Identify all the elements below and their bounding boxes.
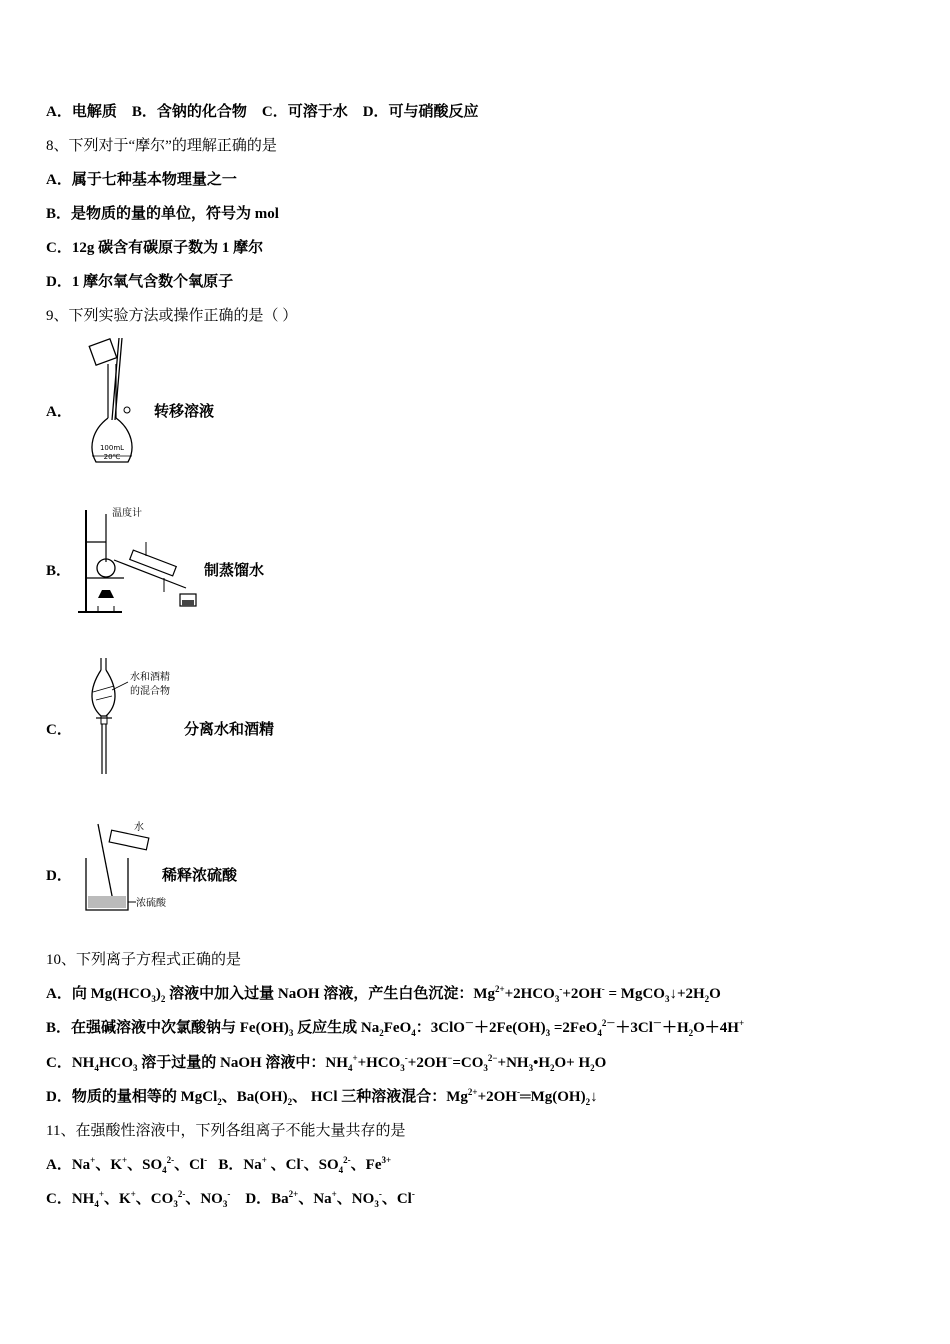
q8-option-c: C．12g 碳含有碳原子数为 1 摩尔 bbox=[46, 240, 264, 256]
distillation-figure bbox=[76, 502, 206, 620]
volumetric-flask-figure bbox=[82, 338, 142, 474]
q9-a-label: 转移溶液 bbox=[154, 404, 215, 420]
q9-a-letter: A． bbox=[46, 404, 72, 420]
q10-option-c: C．$NH_4HCO_3$ 溶于过量的 NaOH 溶液中：$NH_4^++HCO_3^-+2OH^-=CO_3^{2-}+NH_3•H_2O+ H_2O$ bbox=[46, 1053, 607, 1073]
q9-c-label: 分离水和酒精 bbox=[184, 722, 275, 738]
q9-stem: 9、下列实验方法或操作正确的是（ ） bbox=[46, 308, 298, 324]
q9-c-letter: C． bbox=[46, 722, 72, 738]
q10-option-b: B．在强碱溶液中次氯酸钠与 $Fe(OH)_3$ 反应生成 $Na_2FeO_4$：$3ClO^-+2Fe(OH)_3 =2FeO_4^{2-}+3Cl^-+H_2O+4H^+$ bbox=[46, 1018, 745, 1038]
separatory-funnel-figure bbox=[84, 656, 184, 778]
q7-option-b: B．含钠的化合物 bbox=[131, 104, 247, 120]
q7-option-c: C．可溶于水 bbox=[261, 104, 348, 120]
q7-option-d: D．可与硝酸反应 bbox=[362, 104, 479, 120]
q8-stem: 8、下列对于“摩尔”的理解正确的是 bbox=[46, 138, 277, 154]
q10-stem: 10、下列离子方程式正确的是 bbox=[46, 952, 242, 968]
dilution-figure bbox=[82, 816, 172, 914]
water-label: 水 bbox=[134, 822, 144, 833]
q8-option-a: A．属于七种基本物理量之一 bbox=[46, 172, 237, 188]
q9-d-letter: D． bbox=[46, 868, 72, 884]
q7-options bbox=[46, 102, 479, 122]
flask-temp-text: 20℃ bbox=[103, 453, 121, 461]
q7-option-a: A．电解质 bbox=[46, 104, 117, 120]
q9-d-label: 稀释浓硫酸 bbox=[162, 868, 238, 884]
q9-b-letter: B． bbox=[46, 563, 72, 579]
acid-label: 浓硫酸 bbox=[136, 898, 166, 909]
q11-stem: 11、在强酸性溶液中，下列各组离子不能大量共存的是 bbox=[46, 1123, 406, 1139]
q11-options-cd: C．$NH_4^+$、K+、$CO_3^{2-}$、$NO_3^-$ D．$Ba^{2+}$、Na+、$NO_3^-$、Cl- bbox=[46, 1189, 415, 1209]
q10-option-d: D．物质的量相等的 MgCl$_2$、$Ba(OH)_2$、 HCl 三种溶液混合：$Mg^{2+}+2OH^-═Mg(OH)_2↓$ bbox=[46, 1087, 598, 1107]
q11-options-ab: A．Na+、K+、$SO_4^{2-}$、Cl- B．Na+ 、Cl-、$SO_4^{2-}$、$Fe^{3+}$ bbox=[46, 1155, 392, 1175]
thermometer-label: 温度计 bbox=[112, 508, 142, 519]
q10-option-a: A．向 $Mg(HCO_3)_2$ 溶液中加入过量 NaOH 溶液，产生白色沉淀：$Mg^{2+}+2HCO_3^-+2OH^-$ = $MgCO_3↓+2H_2O$ bbox=[46, 984, 721, 1004]
funnel-note-line1: 水和酒精 bbox=[130, 672, 170, 683]
funnel-note-line2: 的混合物 bbox=[130, 686, 170, 697]
q8-option-d: D．1 摩尔氧气含数个氧原子 bbox=[46, 274, 234, 290]
q9-b-label: 制蒸馏水 bbox=[204, 563, 265, 579]
flask-volume-text: 100mL bbox=[99, 444, 125, 452]
q8-option-b: B．是物质的量的单位，符号为 mol bbox=[46, 206, 279, 222]
